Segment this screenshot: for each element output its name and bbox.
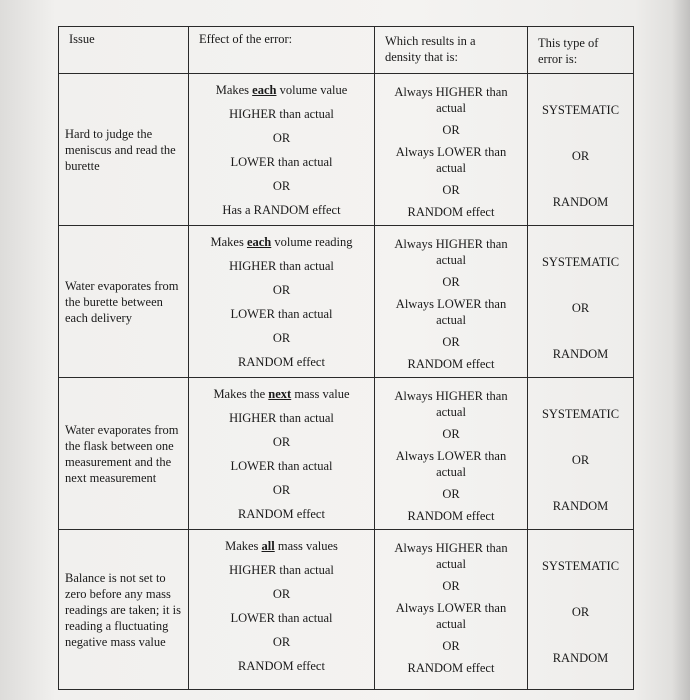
header-density bbox=[375, 27, 528, 74]
header-effect-label: Effect of the error: bbox=[199, 32, 293, 46]
header-issue-label: Issue bbox=[69, 32, 95, 46]
table-row bbox=[59, 74, 634, 226]
density-cell bbox=[375, 378, 528, 530]
density-lower: Always LOWER than bbox=[395, 145, 507, 159]
density-lower-actual: actual bbox=[436, 465, 466, 479]
effect-lower: LOWER than actual bbox=[230, 459, 333, 473]
effect-heading: Makes all mass values bbox=[225, 539, 338, 553]
header-issue bbox=[59, 27, 189, 74]
effect-or: OR bbox=[272, 283, 291, 297]
type-random: RANDOM bbox=[552, 195, 609, 209]
density-cell bbox=[375, 226, 528, 378]
effect-higher: HIGHER than actual bbox=[229, 107, 334, 121]
density-random: RANDOM effect bbox=[407, 509, 495, 523]
type-systematic: SYSTEMATIC bbox=[541, 407, 620, 421]
density-or: OR bbox=[442, 123, 460, 137]
table-row bbox=[59, 530, 634, 690]
type-systematic: SYSTEMATIC bbox=[541, 103, 620, 117]
type-or: OR bbox=[571, 605, 590, 619]
density-higher-actual: actual bbox=[436, 557, 466, 571]
effect-heading: Makes each volume reading bbox=[210, 235, 353, 249]
effect-random: RANDOM effect bbox=[238, 355, 325, 369]
density-cell bbox=[375, 74, 528, 226]
density-lower: Always LOWER than bbox=[395, 297, 507, 311]
header-density-line1: Which results in a bbox=[385, 34, 476, 48]
paper-shadow bbox=[672, 0, 690, 700]
effect-cell bbox=[189, 378, 375, 530]
type-cell bbox=[528, 378, 634, 530]
density-higher: Always HIGHER than bbox=[394, 389, 508, 403]
density-or: OR bbox=[442, 183, 460, 197]
effect-random: Has a RANDOM effect bbox=[222, 203, 341, 217]
header-density-line2: density that is: bbox=[385, 50, 458, 64]
effect-higher: HIGHER than actual bbox=[229, 259, 334, 273]
effect-lower: LOWER than actual bbox=[230, 155, 333, 169]
effect-cell bbox=[189, 530, 375, 690]
density-or: OR bbox=[442, 275, 460, 289]
effect-cell bbox=[189, 74, 375, 226]
effect-random: RANDOM effect bbox=[238, 507, 325, 521]
effect-or: OR bbox=[272, 331, 291, 345]
type-random: RANDOM bbox=[552, 651, 609, 665]
effect-or: OR bbox=[272, 179, 291, 193]
type-random: RANDOM bbox=[552, 347, 609, 361]
issue-text: Balance is not set to zero before any mass readings are taken; it is reading a fluctuating negative mass value bbox=[65, 570, 181, 649]
density-higher: Always HIGHER than bbox=[394, 237, 508, 251]
issue-cell bbox=[59, 530, 189, 690]
table-row bbox=[59, 378, 634, 530]
density-or: OR bbox=[442, 487, 460, 501]
density-or: OR bbox=[442, 335, 460, 349]
effect-or: OR bbox=[272, 435, 291, 449]
error-analysis-table bbox=[58, 26, 634, 690]
density-lower-actual: actual bbox=[436, 161, 466, 175]
header-type-line1: This type of bbox=[538, 36, 599, 50]
effect-higher: HIGHER than actual bbox=[229, 563, 334, 577]
issue-text: Hard to judge the meniscus and read the burette bbox=[65, 126, 176, 173]
density-lower: Always LOWER than bbox=[395, 601, 507, 615]
density-random: RANDOM effect bbox=[407, 205, 495, 219]
density-or: OR bbox=[442, 639, 460, 653]
issue-cell bbox=[59, 226, 189, 378]
density-higher-actual: actual bbox=[436, 405, 466, 419]
density-random: RANDOM effect bbox=[407, 661, 495, 675]
type-systematic: SYSTEMATIC bbox=[541, 559, 620, 573]
density-lower: Always LOWER than bbox=[395, 449, 507, 463]
header-row bbox=[59, 27, 634, 74]
type-systematic: SYSTEMATIC bbox=[541, 255, 620, 269]
density-or: OR bbox=[442, 427, 460, 441]
type-or: OR bbox=[571, 301, 590, 315]
effect-or: OR bbox=[272, 131, 291, 145]
effect-heading: Makes the next mass value bbox=[213, 387, 350, 401]
density-higher-actual: actual bbox=[436, 101, 466, 115]
issue-text: Water evaporates from the flask between one measurement and the next measurement bbox=[65, 422, 179, 485]
type-cell bbox=[528, 74, 634, 226]
density-or: OR bbox=[442, 579, 460, 593]
issue-text: Water evaporates from the burette between each delivery bbox=[65, 278, 179, 325]
density-lower-actual: actual bbox=[436, 313, 466, 327]
issue-cell bbox=[59, 74, 189, 226]
type-or: OR bbox=[571, 149, 590, 163]
issue-cell bbox=[59, 378, 189, 530]
effect-or: OR bbox=[272, 483, 291, 497]
type-or: OR bbox=[571, 453, 590, 467]
table-row bbox=[59, 226, 634, 378]
type-random: RANDOM bbox=[552, 499, 609, 513]
effect-lower: LOWER than actual bbox=[230, 611, 333, 625]
effect-cell bbox=[189, 226, 375, 378]
density-random: RANDOM effect bbox=[407, 357, 495, 371]
density-higher-actual: actual bbox=[436, 253, 466, 267]
effect-heading: Makes each volume value bbox=[215, 83, 348, 97]
effect-lower: LOWER than actual bbox=[230, 307, 333, 321]
density-cell bbox=[375, 530, 528, 690]
density-higher: Always HIGHER than bbox=[394, 85, 508, 99]
header-effect bbox=[189, 27, 375, 74]
density-lower-actual: actual bbox=[436, 617, 466, 631]
header-type bbox=[528, 27, 634, 74]
effect-random: RANDOM effect bbox=[238, 659, 325, 673]
type-cell bbox=[528, 226, 634, 378]
effect-or: OR bbox=[272, 587, 291, 601]
type-cell bbox=[528, 530, 634, 690]
effect-higher: HIGHER than actual bbox=[229, 411, 334, 425]
effect-or: OR bbox=[272, 635, 291, 649]
header-type-line2: error is: bbox=[538, 52, 578, 66]
density-higher: Always HIGHER than bbox=[394, 541, 508, 555]
